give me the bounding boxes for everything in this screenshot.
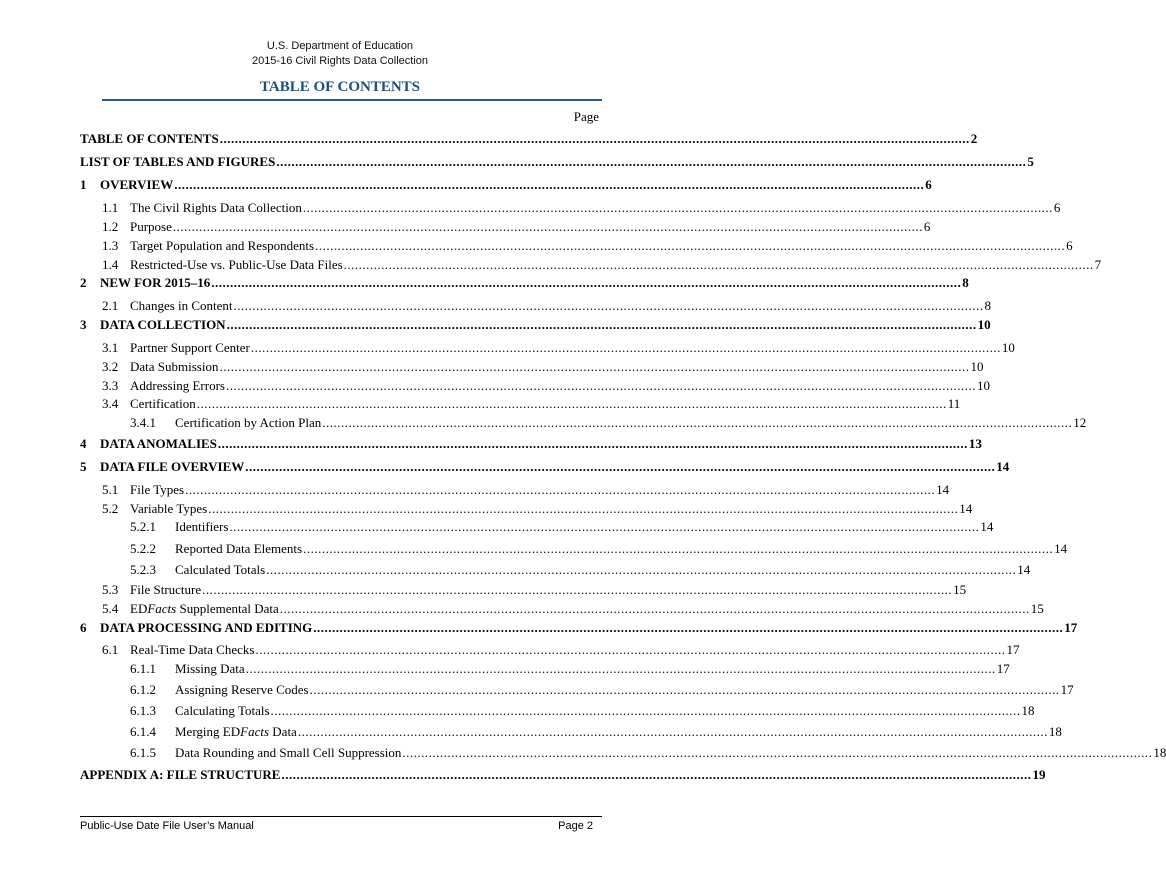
toc-entry-label: DATA COLLECTION (100, 317, 226, 332)
toc-entry-page: 8 (984, 298, 992, 313)
toc-dot-leader: ........................................................................................................................................................................................................ (196, 396, 947, 411)
toc-entry-page: 6 (925, 177, 932, 192)
toc-entry-label: Purpose (130, 219, 172, 234)
toc-dot-leader: ........................................................................................................................................................................................................ (245, 459, 996, 474)
toc-entry[interactable] (0, 237, 1073, 255)
toc-entry-label: Merging EDFacts Data (175, 724, 297, 739)
toc-entry[interactable] (0, 641, 1020, 659)
toc-entry-number: 6.1.3 (130, 703, 156, 718)
toc-entry-number: 5 (80, 459, 87, 474)
toc-entry[interactable] (0, 256, 1102, 274)
toc-entry-label: EDFacts Supplemental Data (130, 601, 279, 616)
toc-entry-number: 3 (80, 317, 87, 332)
toc-entry-number: 2.1 (102, 298, 119, 313)
toc-entry-page: 17 (1006, 642, 1020, 657)
toc-entry-label: File Types (130, 482, 185, 497)
toc-dot-leader: ........................................................................................................................................................................................................ (313, 620, 1064, 635)
toc-entry-page: 17 (1060, 682, 1074, 697)
toc-entry-number: 1.1 (102, 200, 119, 215)
toc-entry[interactable] (0, 297, 992, 315)
toc-entry-label: Calculating Totals (175, 703, 270, 718)
toc-dot-leader: ........................................................................................................................................................................................................ (255, 642, 1006, 657)
toc-entry[interactable] (0, 130, 978, 148)
footer-page-number: Page 2 (558, 820, 593, 832)
toc-entry-label: Assigning Reserve Codes (175, 682, 309, 697)
toc-entry-page: 5 (1027, 154, 1034, 169)
toc-entry-number: 6.1 (102, 642, 119, 657)
toc-entry-label: Target Population and Respondents (130, 238, 315, 253)
toc-dot-leader: ........................................................................................................................................................................................................ (174, 177, 925, 192)
toc-entry-page: 15 (953, 582, 967, 597)
toc-dot-leader: ........................................................................................................................................................................................................ (276, 154, 1027, 169)
toc-entry-number: 5.2.2 (130, 541, 156, 556)
toc-dot-leader: ........................................................................................................................................................................................................ (270, 703, 1021, 718)
toc-entry-number: 5.2.3 (130, 562, 156, 577)
toc-entry-number: 6 (80, 620, 87, 635)
toc-entry-number: 1 (80, 177, 87, 192)
toc-entry[interactable] (0, 581, 967, 599)
toc-entry-page: 19 (1032, 767, 1046, 782)
toc-entry-page: 6 (923, 219, 931, 234)
toc-dot-leader: ........................................................................................................................................................................................................ (266, 562, 1017, 577)
toc-entry-number: 1.2 (102, 219, 119, 234)
toc-entry-page: 14 (936, 482, 950, 497)
toc-entry-page: 7 (1094, 257, 1102, 272)
toc-entry-page: 6 (1053, 200, 1061, 215)
toc-entry-page: 13 (968, 436, 982, 451)
toc-entry-label: Data Rounding and Small Cell Suppression (175, 745, 402, 760)
toc-dot-leader: ........................................................................................................................................................................................................ (211, 275, 962, 290)
toc-entry-label: Data Submission (130, 359, 219, 374)
toc-entry[interactable] (0, 481, 950, 499)
toc-dot-leader: ........................................................................................................................................................................................................ (279, 601, 1030, 616)
toc-entry[interactable] (0, 600, 1044, 618)
toc-entry-page: 6 (1066, 238, 1073, 253)
toc-dot-leader: ........................................................................................................................................................................................................ (402, 745, 1153, 760)
toc-entry-label: Variable Types (130, 501, 208, 516)
toc-dot-leader: ........................................................................................................................................................................................................ (309, 682, 1060, 697)
toc-entry-page: 14 (980, 519, 994, 534)
toc-entry-page: 10 (1001, 340, 1015, 355)
toc-entry-label: Missing Data (175, 661, 245, 676)
header-department: U.S. Department of Education (266, 40, 414, 52)
toc-entry-label: OVERVIEW (100, 177, 174, 192)
toc-dot-leader: ........................................................................................................................................................................................................ (225, 378, 976, 393)
toc-entry-number: 1.4 (102, 257, 119, 272)
toc-dot-leader: ........................................................................................................................................................................................................ (185, 482, 936, 497)
toc-entry-number: 5.3 (102, 582, 119, 597)
toc-entry-page: 14 (1054, 541, 1068, 556)
toc-entry-page: 2 (970, 131, 978, 146)
toc-entry[interactable] (0, 339, 1015, 357)
toc-entry-label: Restricted-Use vs. Public-Use Data Files (130, 257, 343, 272)
toc-entry[interactable] (0, 358, 984, 376)
toc-entry-page: 12 (1073, 415, 1087, 430)
toc-entry-page: 18 (1048, 724, 1062, 739)
toc-entry-label: Certification (130, 396, 196, 411)
toc-dot-leader: ........................................................................................................................................................................................................ (343, 257, 1094, 272)
toc-entry-number: 6.1.4 (130, 724, 156, 739)
toc-entry[interactable] (0, 153, 1034, 171)
toc-entry[interactable] (0, 377, 990, 395)
toc-entry-page: 8 (962, 275, 969, 290)
toc-entry-number: 5.2 (102, 501, 119, 516)
toc-entry[interactable] (0, 681, 1074, 699)
toc-entry-label: LIST OF TABLES AND FIGURES (80, 154, 276, 169)
toc-entry[interactable] (0, 218, 931, 236)
toc-entry[interactable] (0, 619, 1078, 637)
toc-entry-page: 10 (976, 378, 990, 393)
toc-dot-leader: ........................................................................................................................................................................................................ (208, 501, 959, 516)
toc-entry-page: 10 (977, 317, 991, 332)
toc-entry-number: 3.1 (102, 340, 119, 355)
toc-entry-number: 1.3 (102, 238, 119, 253)
toc-entry-label: Calculated Totals (175, 562, 266, 577)
toc-entry-label: NEW FOR 2015–16 (100, 275, 211, 290)
toc-entry-page: 17 (996, 661, 1010, 676)
toc-entry-number: 4 (80, 436, 87, 451)
toc-entry-page: 14 (959, 501, 973, 516)
toc-dot-leader: ........................................................................................................................................................................................................ (219, 131, 970, 146)
toc-entry-label: Identifiers (175, 519, 229, 534)
toc-entry[interactable] (0, 766, 1046, 784)
toc-dot-leader: ........................................................................................................................................................................................................ (281, 767, 1032, 782)
toc-entry[interactable] (0, 540, 1068, 558)
toc-entry[interactable] (0, 723, 1062, 741)
footer-rule (80, 816, 602, 817)
toc-dot-leader: ........................................................................................................................................................................................................ (303, 541, 1054, 556)
toc-entry-label: DATA PROCESSING AND EDITING (100, 620, 313, 635)
toc-entry-page: 14 (996, 459, 1010, 474)
toc-dot-leader: ........................................................................................................................................................................................................ (322, 415, 1073, 430)
footer-title: Public-Use Date File User’s Manual (80, 820, 254, 832)
toc-entry[interactable] (0, 561, 1031, 579)
toc-entry-number: 6.1.1 (130, 661, 156, 676)
toc-entry-label: APPENDIX A: FILE STRUCTURE (80, 767, 281, 782)
toc-dot-leader: ........................................................................................................................................................................................................ (233, 298, 984, 313)
toc-dot-leader: ........................................................................................................................................................................................................ (297, 724, 1048, 739)
toc-dot-leader: ........................................................................................................................................................................................................ (250, 340, 1001, 355)
toc-dot-leader: ........................................................................................................................................................................................................ (245, 661, 996, 676)
toc-entry-page: 15 (1030, 601, 1044, 616)
toc-dot-leader: ........................................................................................................................................................................................................ (229, 519, 980, 534)
toc-entry-page: 10 (970, 359, 984, 374)
toc-entry-number: 6.1.5 (130, 745, 156, 760)
toc-entry-label: DATA ANOMALIES (100, 436, 217, 451)
toc-entry[interactable] (0, 518, 994, 536)
toc-entry[interactable] (0, 660, 1010, 678)
toc-entry-number: 3.3 (102, 378, 119, 393)
toc-entry[interactable] (0, 414, 1087, 432)
toc-dot-leader: ........................................................................................................................................................................................................ (202, 582, 953, 597)
toc-entry-number: 5.2.1 (130, 519, 156, 534)
toc-entry[interactable] (0, 395, 961, 413)
toc-dot-leader: ........................................................................................................................................................................................................ (226, 317, 977, 332)
header-collection: 2015-16 Civil Rights Data Collection (251, 55, 429, 67)
toc-entry[interactable] (0, 199, 1061, 217)
toc-entry-label: Certification by Action Plan (175, 415, 322, 430)
toc-entry-page: 18 (1153, 745, 1166, 760)
toc-entry[interactable] (0, 435, 982, 453)
toc-entry-page: 14 (1017, 562, 1031, 577)
toc-entry-label: Changes in Content (130, 298, 233, 313)
toc-entry[interactable] (0, 458, 1010, 476)
toc-dot-leader: ........................................................................................................................................................................................................ (217, 436, 968, 451)
toc-entry-label: File Structure (130, 582, 202, 597)
toc-entry[interactable] (0, 274, 969, 292)
page-column-label: Page (573, 109, 599, 124)
toc-dot-leader: ........................................................................................................................................................................................................ (172, 219, 923, 234)
toc-dot-leader: ........................................................................................................................................................................................................ (302, 200, 1053, 215)
toc-entry[interactable] (0, 316, 991, 334)
toc-entry-number: 3.2 (102, 359, 119, 374)
toc-entry-number: 2 (80, 275, 87, 290)
toc-entry-label: Addressing Errors (130, 378, 225, 393)
toc-dot-leader: ........................................................................................................................................................................................................ (219, 359, 970, 374)
toc-entry-number: 3.4.1 (130, 415, 156, 430)
toc-entry-page: 18 (1021, 703, 1035, 718)
toc-entry-label: Reported Data Elements (175, 541, 303, 556)
toc-entry-number: 3.4 (102, 396, 119, 411)
toc-entry-number: 5.4 (102, 601, 119, 616)
toc-entry-number: 5.1 (102, 482, 119, 497)
toc-entry-page: 17 (1064, 620, 1078, 635)
toc-entry-label: The Civil Rights Data Collection (130, 200, 302, 215)
toc-entry[interactable] (0, 500, 973, 518)
page-title: TABLE OF CONTENTS (259, 79, 421, 95)
toc-entry-label: Partner Support Center (130, 340, 250, 355)
toc-entry[interactable] (0, 176, 932, 194)
toc-entry[interactable] (0, 744, 1166, 762)
toc-dot-leader: ........................................................................................................................................................................................................ (315, 238, 1066, 253)
toc-entry-page: 11 (947, 396, 961, 411)
toc-entry[interactable] (0, 702, 1035, 720)
toc-entry-number: 6.1.2 (130, 682, 156, 697)
toc-entry-label: Real-Time Data Checks (130, 642, 255, 657)
toc-entry-label: TABLE OF CONTENTS (80, 131, 219, 146)
toc-entry-label: DATA FILE OVERVIEW (100, 459, 245, 474)
